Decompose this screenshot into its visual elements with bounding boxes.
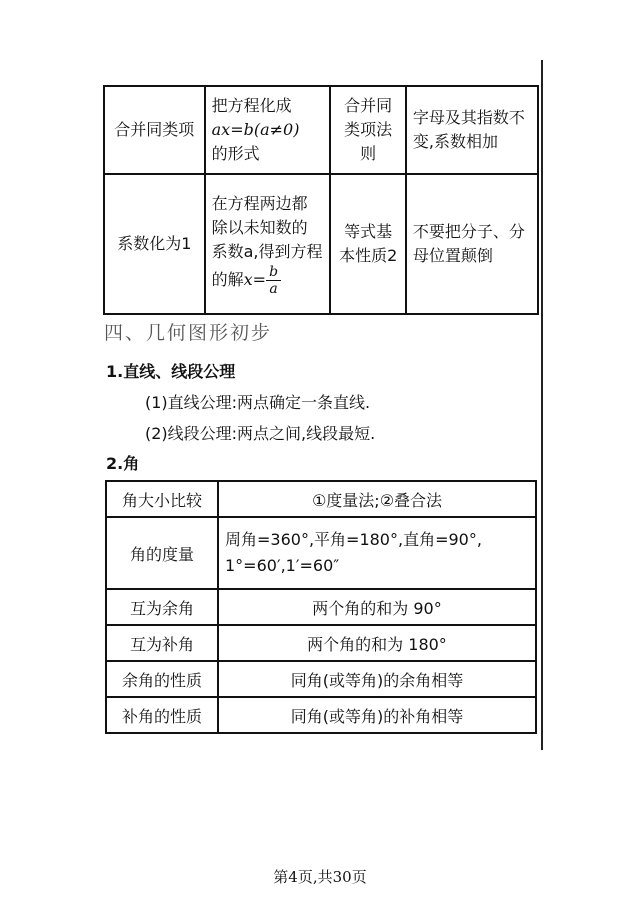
fraction: [266, 264, 281, 297]
measure-line-1: 周角=360°,平角=180°,直角=90°,: [225, 530, 482, 549]
table-cell-method: [205, 86, 331, 174]
measure-line-2: 1°=60′,1′=60″: [225, 556, 340, 575]
method-formula: ax=b(a≠0): [211, 120, 300, 139]
method-text: 把方程化成: [211, 96, 292, 115]
section-heading: 四、几何图形初步: [104, 322, 273, 344]
table-cell-value: 同角(或等角)的余角相等: [218, 661, 536, 697]
fraction-denominator: a: [269, 280, 278, 297]
table-cell-value: ①度量法;②叠合法: [218, 481, 536, 517]
table-cell-key: 互为补角: [106, 625, 218, 661]
table-cell-value: 两个角的和为 180°: [218, 625, 536, 661]
axiom-segment: (2)线段公理:两点之间,线段最短.: [145, 424, 376, 443]
table-cell-key: 角大小比较: [106, 481, 218, 517]
table-row: [104, 174, 538, 314]
angle-table: [105, 480, 537, 734]
method-text: 在方程两边都除以未知数的系数a,得到方程的解: [211, 193, 323, 289]
table-cell-step: 系数化为1: [104, 174, 205, 314]
table-cell-note: 不要把分子、分母位置颠倒: [406, 174, 538, 314]
table-row: [106, 589, 536, 625]
table-row: [106, 481, 536, 517]
table-cell-key: 补角的性质: [106, 697, 218, 733]
table-row: [106, 625, 536, 661]
scan-edge-line: [541, 60, 543, 750]
subsection-title-angle: 2.角: [106, 454, 140, 473]
page-footer: 第4页,共30页: [273, 868, 367, 886]
subsection-title-lines: 1.直线、线段公理: [106, 362, 236, 381]
table-cell-value: 同角(或等角)的补角相等: [218, 697, 536, 733]
table-row: [106, 517, 536, 589]
table-cell-basis: 等式基本性质2: [330, 174, 405, 314]
table-cell-note: 字母及其指数不变,系数相加: [406, 86, 538, 174]
table-row: [104, 86, 538, 174]
method-formula-lhs: x=: [243, 269, 267, 289]
fraction-numerator: b: [266, 264, 281, 281]
table-cell-method: [205, 174, 331, 314]
table-row: [106, 697, 536, 733]
method-tail: 的形式: [211, 144, 260, 163]
table-cell-key: 互为余角: [106, 589, 218, 625]
table-cell-value: [218, 517, 536, 589]
axiom-line: (1)直线公理:两点确定一条直线.: [145, 393, 371, 412]
table-cell-key: 角的度量: [106, 517, 218, 589]
table-cell-value: 两个角的和为 90°: [218, 589, 536, 625]
table-cell-step: 合并同类项: [104, 86, 205, 174]
equation-steps-table: [103, 85, 539, 315]
table-row: [106, 661, 536, 697]
table-cell-basis: 合并同类项法则: [330, 86, 405, 174]
table-cell-key: 余角的性质: [106, 661, 218, 697]
